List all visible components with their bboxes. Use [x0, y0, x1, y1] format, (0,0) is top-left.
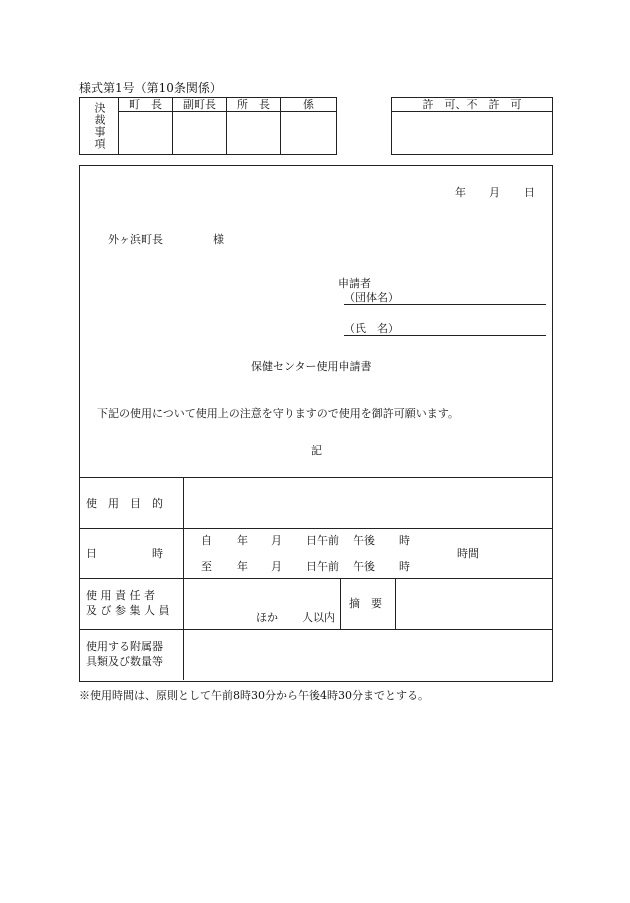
permit-box	[391, 97, 553, 155]
to-month: 月	[271, 560, 282, 573]
approval-grid	[79, 97, 337, 155]
from-month: 月	[271, 534, 282, 547]
ki-mark: 記	[311, 444, 322, 457]
approval-stamp-mayor	[119, 112, 173, 155]
approval-col-deputy: 副町長	[173, 98, 227, 112]
row-line-1	[79, 477, 552, 478]
row-line-2	[79, 528, 552, 529]
approval-col-mayor: 町 長	[119, 98, 173, 112]
row-line-3	[79, 578, 552, 579]
approval-col-director: 所 長	[227, 98, 281, 112]
notes-divider-left	[340, 578, 341, 629]
notes-label: 摘 要	[349, 597, 382, 610]
addressee-honorific: 様	[213, 233, 224, 246]
to-prefix: 至	[201, 560, 212, 573]
approval-side-label: 決裁事項	[93, 102, 106, 150]
to-hour: 時	[399, 560, 410, 573]
from-prefix: 自	[201, 534, 212, 547]
date-day: 日	[524, 186, 535, 199]
approval-side-cell	[80, 98, 119, 155]
approval-col-staff: 係	[281, 98, 337, 112]
addressee-name: 外ヶ浜町長	[108, 233, 163, 246]
others-label: ほか	[256, 611, 278, 624]
person-name-line	[344, 335, 546, 336]
approval-stamp-deputy	[173, 112, 227, 155]
to-year: 年	[237, 560, 248, 573]
date-year: 年	[455, 186, 466, 199]
permit-label: 許 可、不 許 可	[392, 98, 553, 112]
datetime-label: 日 時	[86, 547, 163, 560]
from-hour: 時	[399, 534, 410, 547]
label-column-divider	[183, 477, 184, 680]
to-pm: 午後	[353, 560, 375, 573]
footnote: ※使用時間は、原則として午前8時30分から午後4時30分までとする。	[79, 689, 429, 702]
approval-stamp-staff	[281, 112, 337, 155]
equipment-label-line2: 具類及び数量等	[86, 655, 163, 668]
from-pm: 午後	[353, 534, 375, 547]
applicant-label: 申請者	[338, 277, 371, 290]
people-limit-label: 人以内	[302, 611, 335, 624]
request-text: 下記の使用について使用上の注意を守りますので使用を御許可願います。	[97, 407, 459, 420]
form-number: 様式第1号（第10条関係）	[79, 81, 222, 95]
row-line-4	[79, 629, 552, 630]
from-day-am: 日午前	[306, 534, 339, 547]
group-name-line	[344, 304, 546, 305]
duration-label: 時間	[457, 547, 479, 560]
to-day-am: 日午前	[306, 560, 339, 573]
notes-divider-right	[395, 578, 396, 629]
responsible-label-line1: 使 用 責 任 者	[86, 589, 155, 602]
group-name-label: （団体名）	[344, 291, 399, 304]
purpose-label: 使 用 目 的	[86, 497, 163, 510]
responsible-label-line2: 及 び 参 集 人 員	[86, 604, 170, 617]
form-title: 保健センター使用申請書	[251, 360, 372, 373]
equipment-label-line1: 使用する附属器	[86, 640, 163, 653]
person-name-label: （氏 名）	[344, 322, 399, 335]
permit-stamp-area	[392, 112, 553, 155]
approval-stamp-director	[227, 112, 281, 155]
date-month: 月	[489, 186, 500, 199]
from-year: 年	[237, 534, 248, 547]
